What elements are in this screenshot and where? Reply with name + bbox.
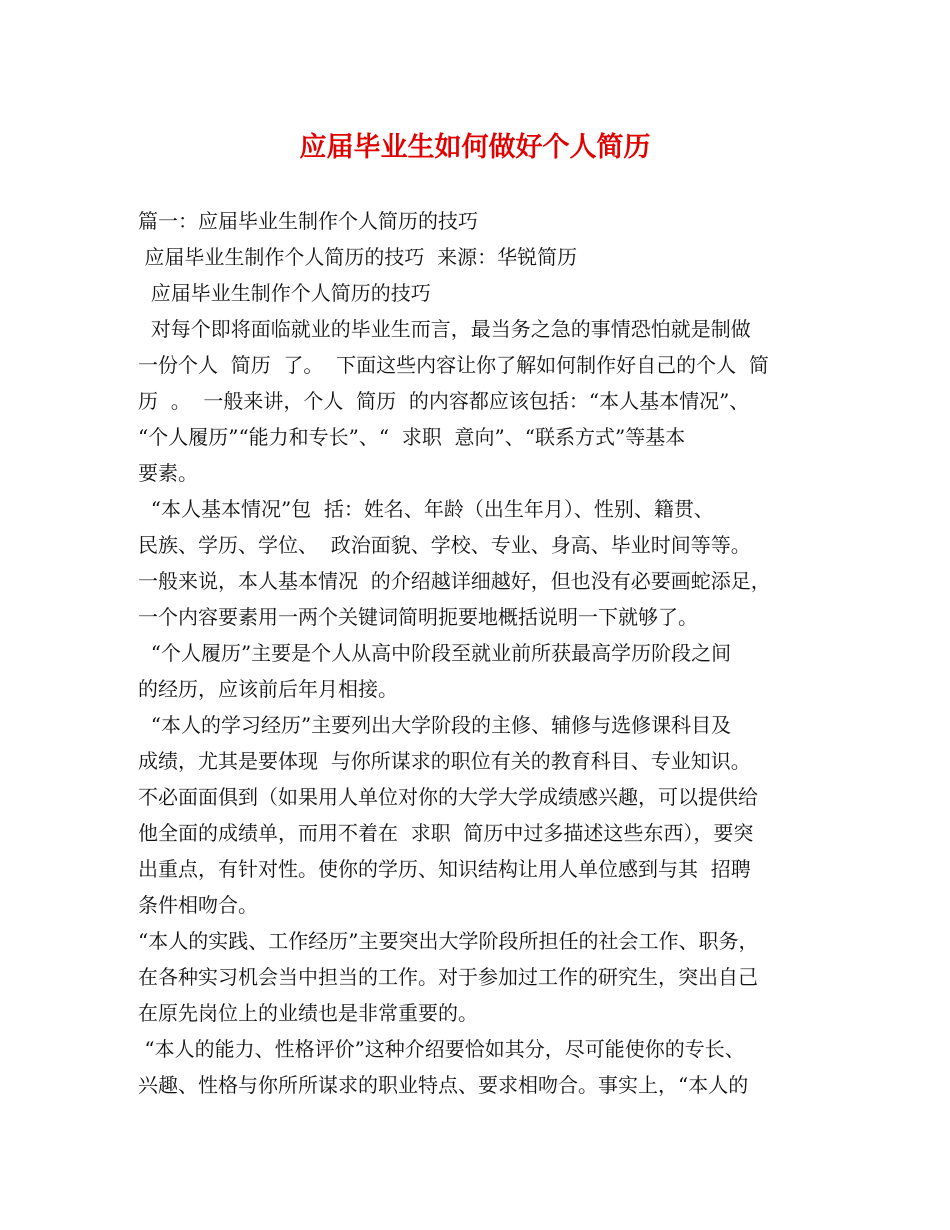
body-line: 应届毕业生制作个人简历的技巧 <box>138 281 431 305</box>
body-line: 的经历，应该前后年月相接。 <box>138 677 398 701</box>
body-line: “个人履历”主要是个人从高中阶段至就业前所获最高学历阶段之间 <box>138 641 732 665</box>
body-line: 在各种实习机会当中担当的工作。对于参加过工作的研究生，突出自己 <box>138 965 758 989</box>
body-line: “本人基本情况”包 括：姓名、年龄（出生年月）、性别、籍贯、 <box>138 497 714 521</box>
body-line: “本人的实践、工作经历”主要突出大学阶段所担任的社会工作、职务， <box>138 929 759 953</box>
body-line: “个人履历”“能力和专长”、“ 求职 意向”、“联系方式”等基本 <box>138 425 686 449</box>
body-line: 不必面面俱到（如果用人单位对你的大学大学成绩感兴趣，可以提供给 <box>138 785 758 809</box>
body-line: 成绩，尤其是要体现 与你所谋求的职位有关的教育科目、专业知识。 <box>138 749 751 773</box>
body-line: 一份个人 简历 了。 下面这些内容让你了解如何制作好自己的个人 简 <box>138 353 769 377</box>
body-line: “本人的能力、性格评价”这种介绍要恰如其分，尽可能使你的专长、 <box>138 1037 745 1061</box>
body-line: 出重点，有针对性。使你的学历、知识结构让用人单位感到与其 招聘 <box>138 857 751 881</box>
body-line: 历 。 一般来讲，个人 简历 的内容都应该包括：“本人基本情况”、 <box>138 389 750 413</box>
body-line: 兴趣、性格与你所所谋求的职业特点、要求相吻合。事实上，“本人的 <box>138 1073 749 1097</box>
body-line: 一个内容要素用一两个关键词简明扼要地概括说明一下就够了。 <box>138 605 698 629</box>
body-line: 在原先岗位上的业绩也是非常重要的。 <box>138 1001 478 1025</box>
body-line: 应届毕业生制作个人简历的技巧 来源：华锐简历 <box>138 245 578 269</box>
body-line: “本人的学习经历”主要列出大学阶段的主修、辅修与选修课科目及 <box>138 713 732 737</box>
body-line: 民族、学历、学位、 政治面貌、学校、专业、身高、毕业时间等等。 <box>138 533 751 557</box>
body-line: 对每个即将面临就业的毕业生而言，最当务之急的事情恐怕就是制做 <box>138 317 751 341</box>
body-line: 要素。 <box>138 461 198 485</box>
body-line: 一般来说，本人基本情况 的介绍越详细越好，但也没有必要画蛇添足， <box>138 569 771 593</box>
document-body <box>138 203 838 1103</box>
body-line: 条件相吻合。 <box>138 893 258 917</box>
body-line: 他全面的成绩单，而用不着在 求职 简历中过多描述这些东西），要突 <box>138 821 754 845</box>
document-title: 应届毕业生如何做好个人简历 <box>299 132 651 163</box>
body-line: 篇一：应届毕业生制作个人简历的技巧 <box>138 209 478 233</box>
